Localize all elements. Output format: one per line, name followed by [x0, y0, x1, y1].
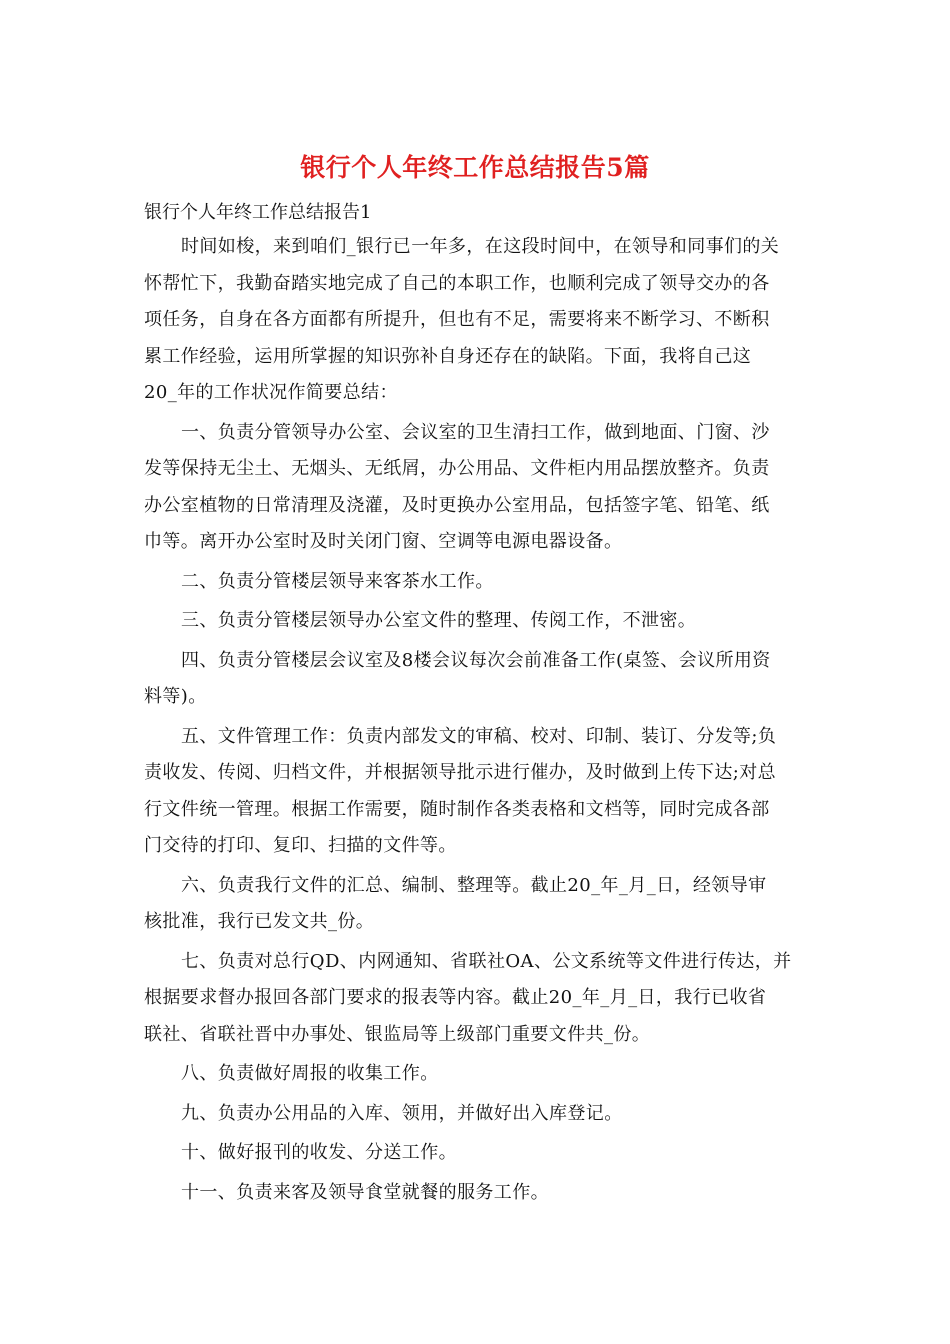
- document-body: [144, 229, 808, 1214]
- text-line: 根据要求督办报回各部门要求的报表等内容。截止20_年_月_日，我行已收省: [144, 987, 767, 1008]
- text-line: 行文件统一管理。根据工作需要，随时制作各类表格和文档等，同时完成各部: [144, 798, 770, 820]
- paragraph-6: [144, 719, 808, 865]
- text-line: 累工作经验，运用所掌握的知识弥补自身还存在的缺陷。下面，我将自己这: [144, 345, 752, 367]
- text-line: 项任务，自身在各方面都有所提升，但也有不足，需要将来不断学习、不断积: [144, 309, 770, 330]
- text-line: 四、负责分管楼层会议室及8楼会议每次会前准备工作(桌签、会议所用资: [181, 649, 771, 671]
- text-line: 料等)。: [144, 686, 207, 707]
- text-line: 时间如梭，来到咱们_银行已一年多，在这段时间中，在领导和同事们的关: [181, 236, 780, 257]
- paragraph-4: [144, 603, 808, 640]
- text-line: 办公室植物的日常清理及浇灌，及时更换办公室用品，包括签字笔、铅笔、纸: [144, 494, 770, 516]
- text-line: 核批准，我行已发文共_份。: [144, 911, 375, 932]
- text-line: 六、负责我行文件的汇总、编制、整理等。截止20_年_月_日，经领导审: [181, 874, 767, 896]
- text-line: 八、负责做好周报的收集工作。: [181, 1063, 439, 1084]
- paragraph-11: [144, 1135, 808, 1172]
- text-line: 七、负责对总行QD、内网通知、省联社OA、公文系统等文件进行传达，并: [181, 950, 792, 972]
- paragraph-7: [144, 868, 808, 941]
- text-line: 十一、负责来客及领导食堂就餐的服务工作。: [181, 1181, 549, 1203]
- section-subtitle: 银行个人年终工作总结报告1: [144, 202, 372, 223]
- text-line: 一、负责分管领导办公室、会议室的卫生清扫工作，做到地面、门窗、沙: [181, 421, 770, 443]
- paragraph-5: [144, 643, 808, 716]
- text-line: 十、做好报刊的收发、分送工作。: [181, 1142, 457, 1163]
- paragraph-1: [144, 229, 808, 412]
- text-line: 五、文件管理工作：负责内部发文的审稿、校对、印制、装订、分发等;负: [181, 725, 777, 747]
- paragraph-10: [144, 1096, 808, 1133]
- document-title: 银行个人年终工作总结报告5篇: [300, 153, 650, 182]
- text-line: 怀帮忙下，我勤奋踏实地完成了自己的本职工作，也顺利完成了领导交办的各: [144, 272, 770, 294]
- text-line: 九、负责办公用品的入库、领用，并做好出入库登记。: [181, 1102, 623, 1124]
- text-line: 发等保持无尘土、无烟头、无纸屑，办公用品、文件柜内用品摆放整齐。负责: [144, 458, 770, 479]
- paragraph-3: [144, 564, 808, 601]
- paragraph-9: [144, 1056, 808, 1093]
- text-line: 20_年的工作状况作简要总结：: [144, 382, 398, 403]
- text-line: 三、负责分管楼层领导办公室文件的整理、传阅工作，不泄密。: [181, 610, 697, 631]
- text-line: 二、负责分管楼层领导来客茶水工作。: [181, 570, 494, 592]
- text-line: 门交待的打印、复印、扫描的文件等。: [144, 835, 457, 856]
- text-line: 巾等。离开办公室时及时关闭门窗、空调等电源电器设备。: [144, 531, 623, 552]
- paragraph-8: [144, 944, 808, 1054]
- text-line: 责收发、传阅、归档文件，并根据领导批示进行催办，及时做到上传下达;对总: [144, 762, 777, 783]
- paragraph-2: [144, 415, 808, 561]
- paragraph-12: [144, 1175, 808, 1212]
- text-line: 联社、省联社晋中办事处、银监局等上级部门重要文件共_份。: [144, 1023, 651, 1045]
